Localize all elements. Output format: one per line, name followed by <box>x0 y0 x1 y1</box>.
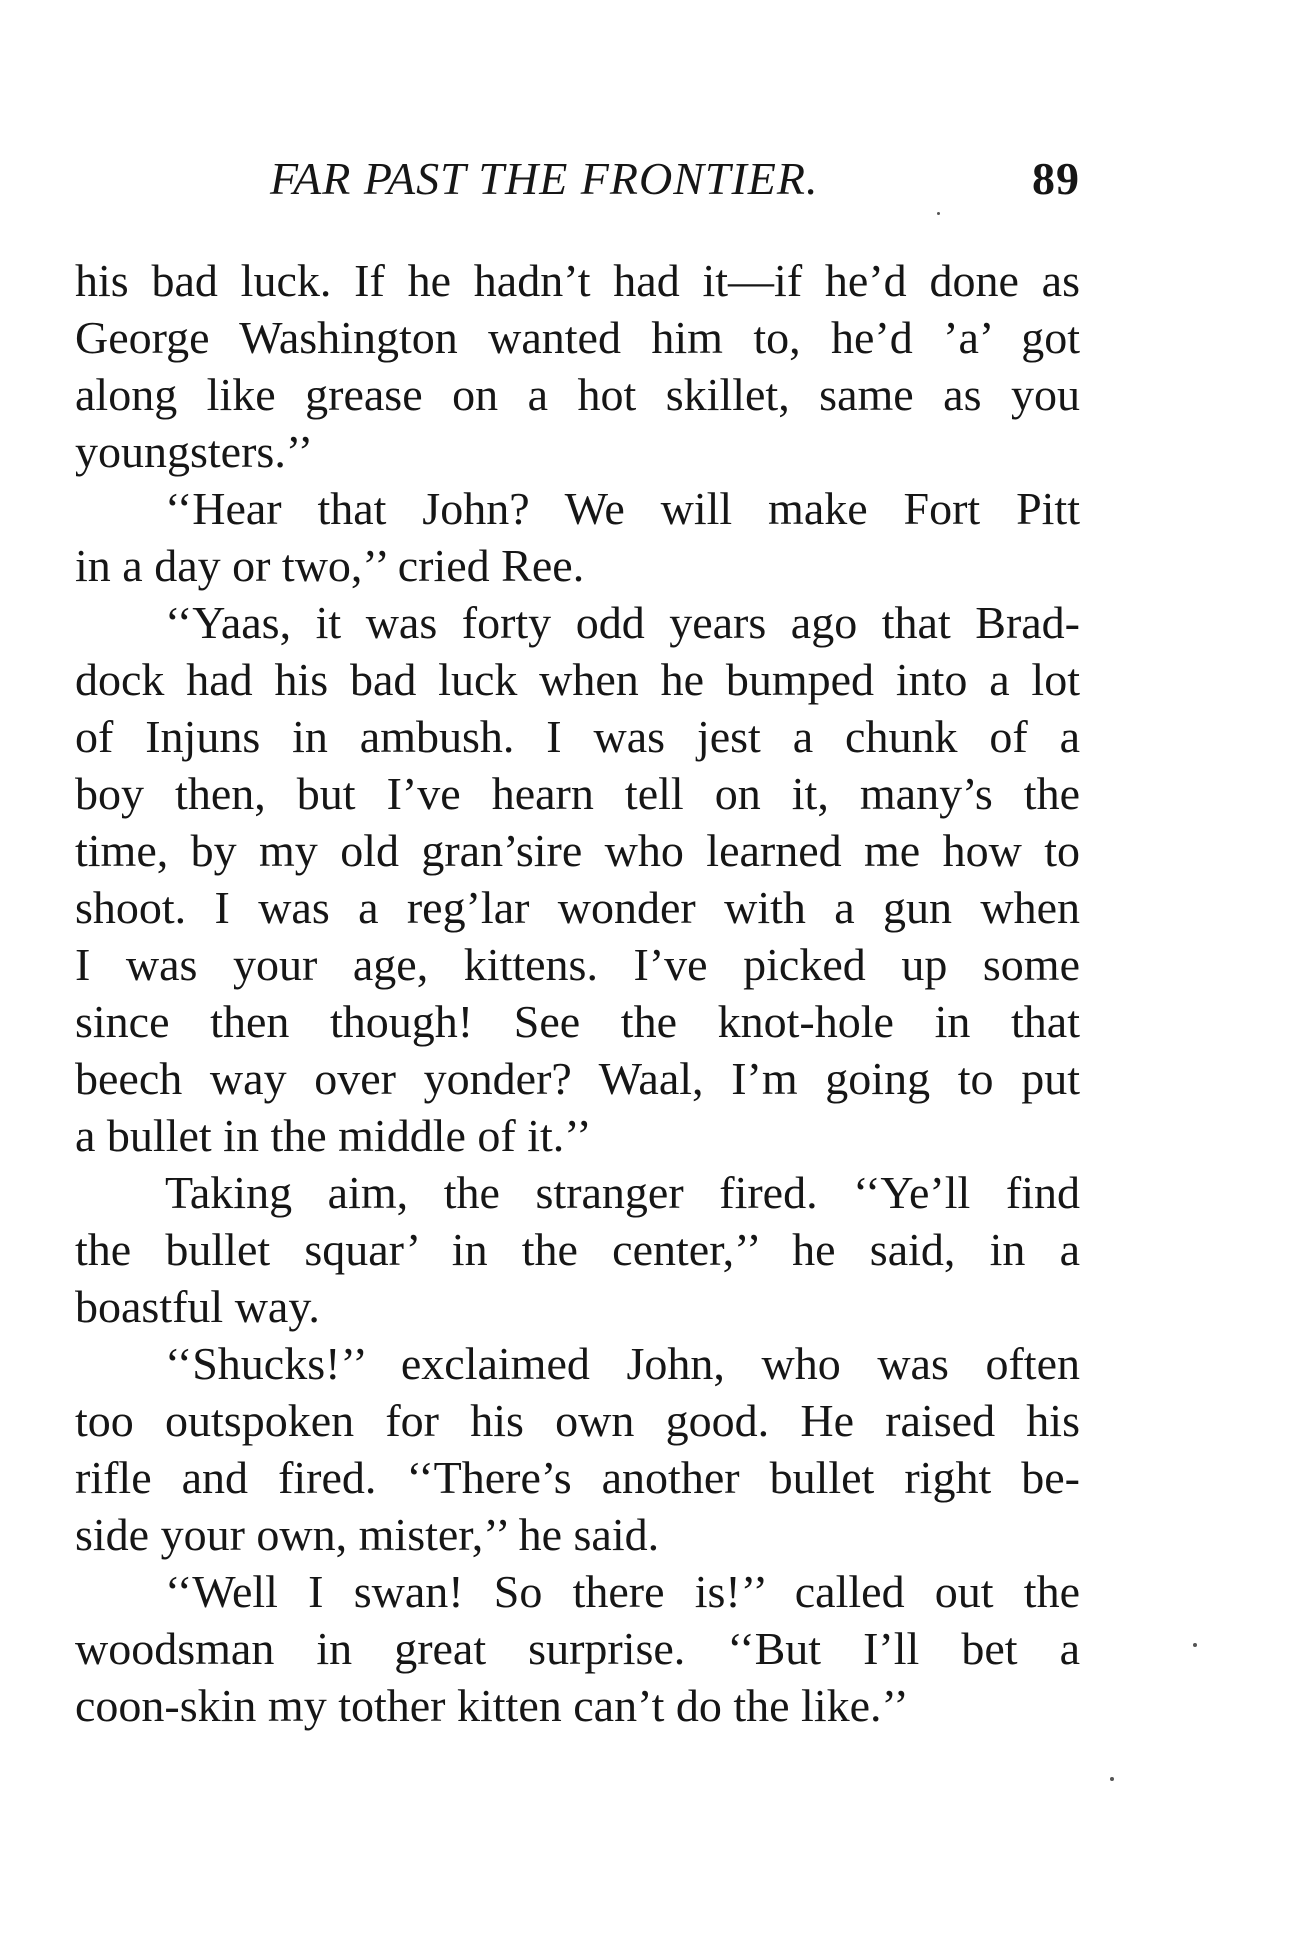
running-title: FAR PAST THE FRONTIER. <box>270 153 819 204</box>
page-header <box>270 152 1080 212</box>
text-line: youngsters.’’ <box>75 426 314 477</box>
text-line: dock had his bad luck when he bumped into a lot <box>75 654 1080 705</box>
text-line: since then though! See the knot-hole in that <box>75 996 1080 1047</box>
text-line: ‘‘Well I swan! So there is!’’ called out the <box>165 1566 1080 1617</box>
text-line: Taking aim, the stranger fired. ‘‘Ye’ll find <box>165 1167 1080 1218</box>
text-line: his bad luck. If he hadn’t had it—if he’d done as <box>75 255 1080 306</box>
text-line: ‘‘Hear that John? We will make Fort Pitt <box>165 483 1080 534</box>
text-line: woodsman in great surprise. ‘‘But I’ll bet a <box>75 1623 1080 1674</box>
text-line: rifle and fired. ‘‘There’s another bullet right be- <box>75 1452 1080 1503</box>
page-number: 89 <box>1032 153 1080 204</box>
text-line: ‘‘Shucks!’’ exclaimed John, who was often <box>165 1338 1080 1389</box>
text-line: a bullet in the middle of it.’’ <box>75 1110 592 1161</box>
text-line: shoot. I was a reg’lar wonder with a gun when <box>75 882 1080 933</box>
text-line: along like grease on a hot skillet, same as you <box>75 369 1080 420</box>
text-line: too outspoken for his own good. He raised his <box>75 1395 1080 1446</box>
print-speck <box>1193 1643 1197 1647</box>
print-speck <box>937 212 940 215</box>
text-line: time, by my old gran’sire who learned me how to <box>75 825 1080 876</box>
text-line: coon-skin my tother kitten can’t do the like.’’ <box>75 1680 909 1731</box>
text-line: boy then, but I’ve hearn tell on it, many’s the <box>75 768 1080 819</box>
text-line: boastful way. <box>75 1281 320 1332</box>
print-speck <box>1110 1777 1114 1781</box>
text-line: beech way over yonder? Waal, I’m going to put <box>75 1053 1080 1104</box>
text-line: the bullet squar’ in the center,’’ he said, in a <box>75 1224 1080 1275</box>
text-line: in a day or two,’’ cried Ree. <box>75 540 585 591</box>
body-text <box>75 252 1080 1734</box>
text-line: of Injuns in ambush. I was jest a chunk of a <box>75 711 1080 762</box>
text-line: ‘‘Yaas, it was forty odd years ago that Brad- <box>165 597 1080 648</box>
text-line: side your own, mister,’’ he said. <box>75 1509 660 1560</box>
text-line: George Washington wanted him to, he’d ’a’ got <box>75 312 1080 363</box>
text-line: I was your age, kittens. I’ve picked up some <box>75 939 1080 990</box>
